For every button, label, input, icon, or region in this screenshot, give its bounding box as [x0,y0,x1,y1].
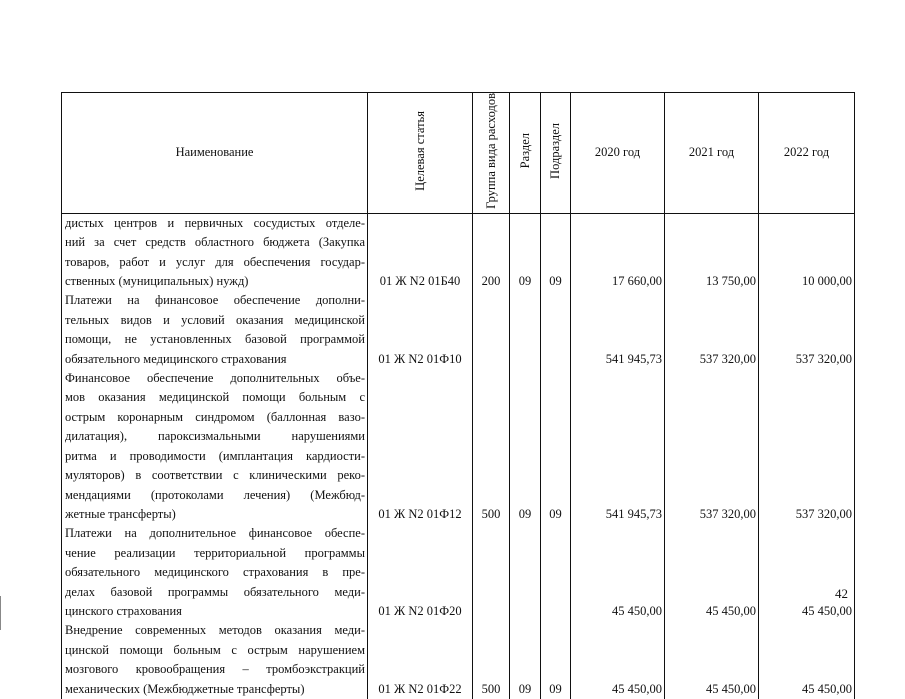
header-2022: 2022 год [759,93,855,214]
row-expense-group [473,524,510,621]
row-amount-2021: 45 450,00 [665,524,759,621]
row-name [62,621,368,699]
table-row [62,369,855,524]
scan-edge-mark [0,596,1,630]
row-name [62,291,368,369]
row-name-line: мозгового кровообращения – тромбоэкстракций [65,662,365,677]
row-subsection: 09 [541,213,571,291]
row-amount-2020: 45 450,00 [571,524,665,621]
row-name-line: мендациями (протоколами лечения) (Межбюд- [65,487,365,502]
row-expense-group: 500 [473,369,510,524]
row-name-line: мов оказания медицинской помощи больным с [65,390,365,405]
row-name-line: цинской помощи больным с острым нарушением [65,642,365,657]
row-name-line: Внедрение современных методов оказания меди- [65,623,365,638]
header-name: Наименование [62,93,368,214]
row-name-line: обязательного медицинского страхования в пре- [65,565,365,580]
row-target-article: 01 Ж N2 01Б40 [368,213,473,291]
row-subsection [541,291,571,369]
row-name-line: Платежи на дополнительное финансовое обеспе- [65,526,365,541]
row-name-line: Финансовое обеспечение дополнительных объе- [65,371,365,386]
row-section: 09 [510,369,541,524]
header-expense-group: Группа вида расходов [473,93,510,214]
row-subsection: 09 [541,369,571,524]
table-header-row [62,93,855,214]
header-2020: 2020 год [571,93,665,214]
table-row [62,524,855,621]
row-amount-2020: 45 450,00 [571,621,665,699]
table-row [62,621,855,699]
row-subsection: 09 [541,621,571,699]
row-amount-2021: 537 320,00 [665,369,759,524]
row-name-line: механических (Межбюджетные трансферты) [65,681,305,696]
row-name [62,524,368,621]
row-amount-2020: 17 660,00 [571,213,665,291]
row-name-line: цинского страхования [65,603,182,618]
row-name [62,213,368,291]
row-amount-2022: 45 450,00 [759,524,855,621]
row-amount-2021: 45 450,00 [665,621,759,699]
header-2021: 2021 год [665,93,759,214]
row-name-line: товаров, работ и услуг для обеспечения государ- [65,254,365,269]
row-amount-2020: 541 945,73 [571,369,665,524]
row-name-line: чение реализации территориальной программы [65,545,365,560]
row-section: 09 [510,213,541,291]
row-section: 09 [510,621,541,699]
row-expense-group: 200 [473,213,510,291]
row-expense-group: 500 [473,621,510,699]
row-name-line: дистых центров и первичных сосудистых отделе- [65,215,365,230]
page-number: 42 [835,586,848,601]
row-name-line: тельных видов и условий оказания медицинской [65,312,365,327]
row-target-article: 01 Ж N2 01Ф22 [368,621,473,699]
row-name-line: дилатация), пароксизмальными нарушениями [65,429,365,444]
header-subsection: Подраздел [541,93,571,214]
row-name-line: жетные трансферты) [65,506,176,521]
row-section [510,524,541,621]
row-name-line: ний за счет средств областного бюджета (Закупка [65,235,365,250]
row-name-line: помощи, не установленных базовой программой [65,332,365,347]
row-amount-2022: 10 000,00 [759,213,855,291]
row-name-line: острым коронарным синдромом (баллонная вазо- [65,409,365,424]
row-target-article: 01 Ж N2 01Ф12 [368,369,473,524]
row-amount-2022: 537 320,00 [759,369,855,524]
row-amount-2022: 537 320,00 [759,291,855,369]
row-name-line: муляторов) в соответствии с клиническими реко- [65,468,365,483]
table-row [62,213,855,291]
row-amount-2020: 541 945,73 [571,291,665,369]
table-row [62,291,855,369]
header-target-article: Целевая статья [368,93,473,214]
row-section [510,291,541,369]
row-target-article: 01 Ж N2 01Ф10 [368,291,473,369]
row-name-line: ритма и проводимости (имплантация кардиости- [65,448,365,463]
row-subsection [541,524,571,621]
row-name-line: ственных (муниципальных) нужд) [65,274,249,289]
row-amount-2021: 537 320,00 [665,291,759,369]
row-name-line: делах базовой программы обязательного меди- [65,584,365,599]
row-amount-2021: 13 750,00 [665,213,759,291]
row-name-line: Платежи на финансовое обеспечение дополни- [65,293,365,308]
budget-table [61,92,855,699]
row-amount-2022: 45 450,00 [759,621,855,699]
header-section: Раздел [510,93,541,214]
row-target-article: 01 Ж N2 01Ф20 [368,524,473,621]
row-name [62,369,368,524]
row-name-line: обязательного медицинского страхования [65,351,287,366]
row-expense-group [473,291,510,369]
